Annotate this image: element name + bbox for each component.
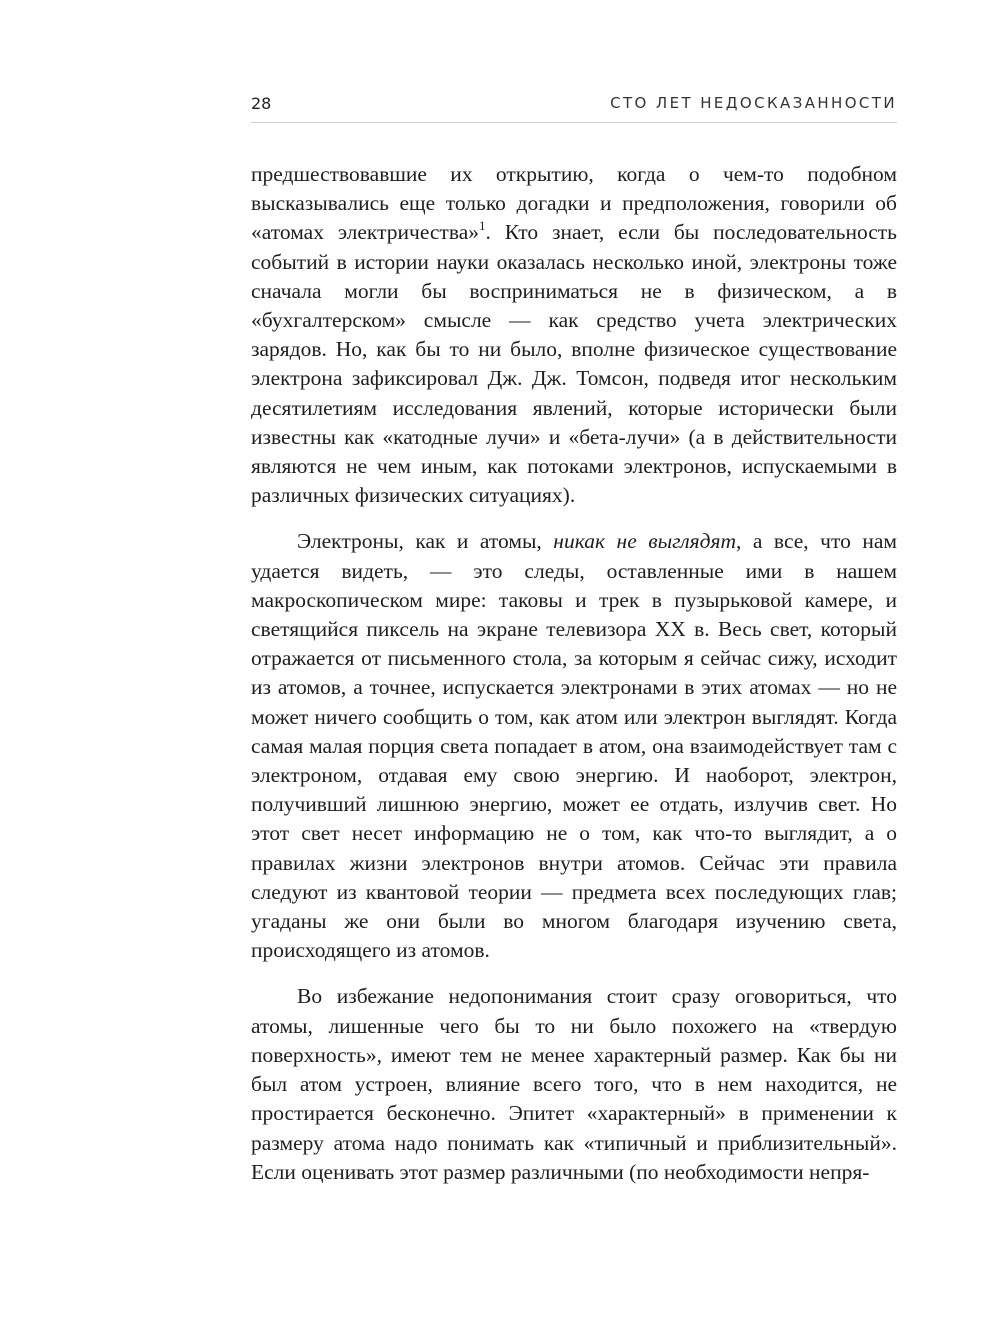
body-text	[251, 160, 897, 1187]
paragraph-2-text-a: Электроны, как и атомы,	[297, 529, 554, 554]
paragraph-1	[251, 160, 897, 510]
page-header	[251, 92, 897, 123]
paragraph-1-text-b: . Кто знает, если бы последовательность событий в истории науки оказалась несколько иной, электроны тоже сначала могли бы восприниматься не в физическом, а в «бухгалтерском» смысле — как средство учета электрических зарядов. Но, как бы то ни было, вполне физическое существование электрона зафиксировал Дж. Дж. Томсон, подведя итог нескольким десятилетиям исследования явлений, которые исторически были известны как «катодные лучи» и «бета-лучи» (а в действительности являются не чем иным, как потоками электронов, испускаемыми в различных физических ситуациях).	[251, 220, 897, 508]
paragraph-1-text-a: предшествовавшие их открытию, когда о чем-то подобном высказывались еще только догадки и предположения, говорили об «атомах электричества»	[251, 162, 897, 245]
paragraph-3-text: Во избежание недопонимания стоит сразу оговориться, что атомы, лишенные чего бы то ни было похожего на «твердую поверхность», имеют тем не менее характерный размер. Как бы ни был атом устроен, влияние всего того, что в нем находится, не простирается бесконечно. Эпитет «характерный» в применении к размеру атома надо понимать как «типичный и приблизительный». Если оценивать этот размер различными (по необходимости непря-	[251, 984, 897, 1184]
page-number: 28	[251, 94, 272, 113]
paragraph-2-emphasis: никак не выглядят	[553, 529, 737, 554]
running-title: СТО ЛЕТ НЕДОСКАЗАННОСТИ	[610, 94, 897, 112]
paragraph-2-text-b: , а все, что нам удается видеть, — это следы, оставленные ими в нашем макроскопическом мире: таковы и трек в пузырьковой камере, и светящийся пиксель на экране телевизора XX в. Весь свет, который отражается от письменного стола, за которым я сейчас сижу, исходит из атомов, а точнее, испускается электронами в этих атомах — но не может ничего сообщить о том, как атом или электрон выглядят. Когда самая малая порция света попадает в атом, она взаимодействует там с электроном, отдавая ему свою энергию. И наоборот, электрон, получивший лишнюю энергию, может ее отдать, излучив свет. Но этот свет несет информацию не о том, как что-то выглядит, а о правилах жизни электронов внутри атомов. Сейчас эти правила следуют из квантовой теории — предмета всех последующих глав; угаданы же они были во многом благодаря изучению света, происходящего из атомов.	[251, 529, 897, 963]
footnote-marker: 1	[479, 218, 486, 234]
paragraph-2	[251, 527, 897, 965]
paragraph-3	[251, 982, 897, 1186]
